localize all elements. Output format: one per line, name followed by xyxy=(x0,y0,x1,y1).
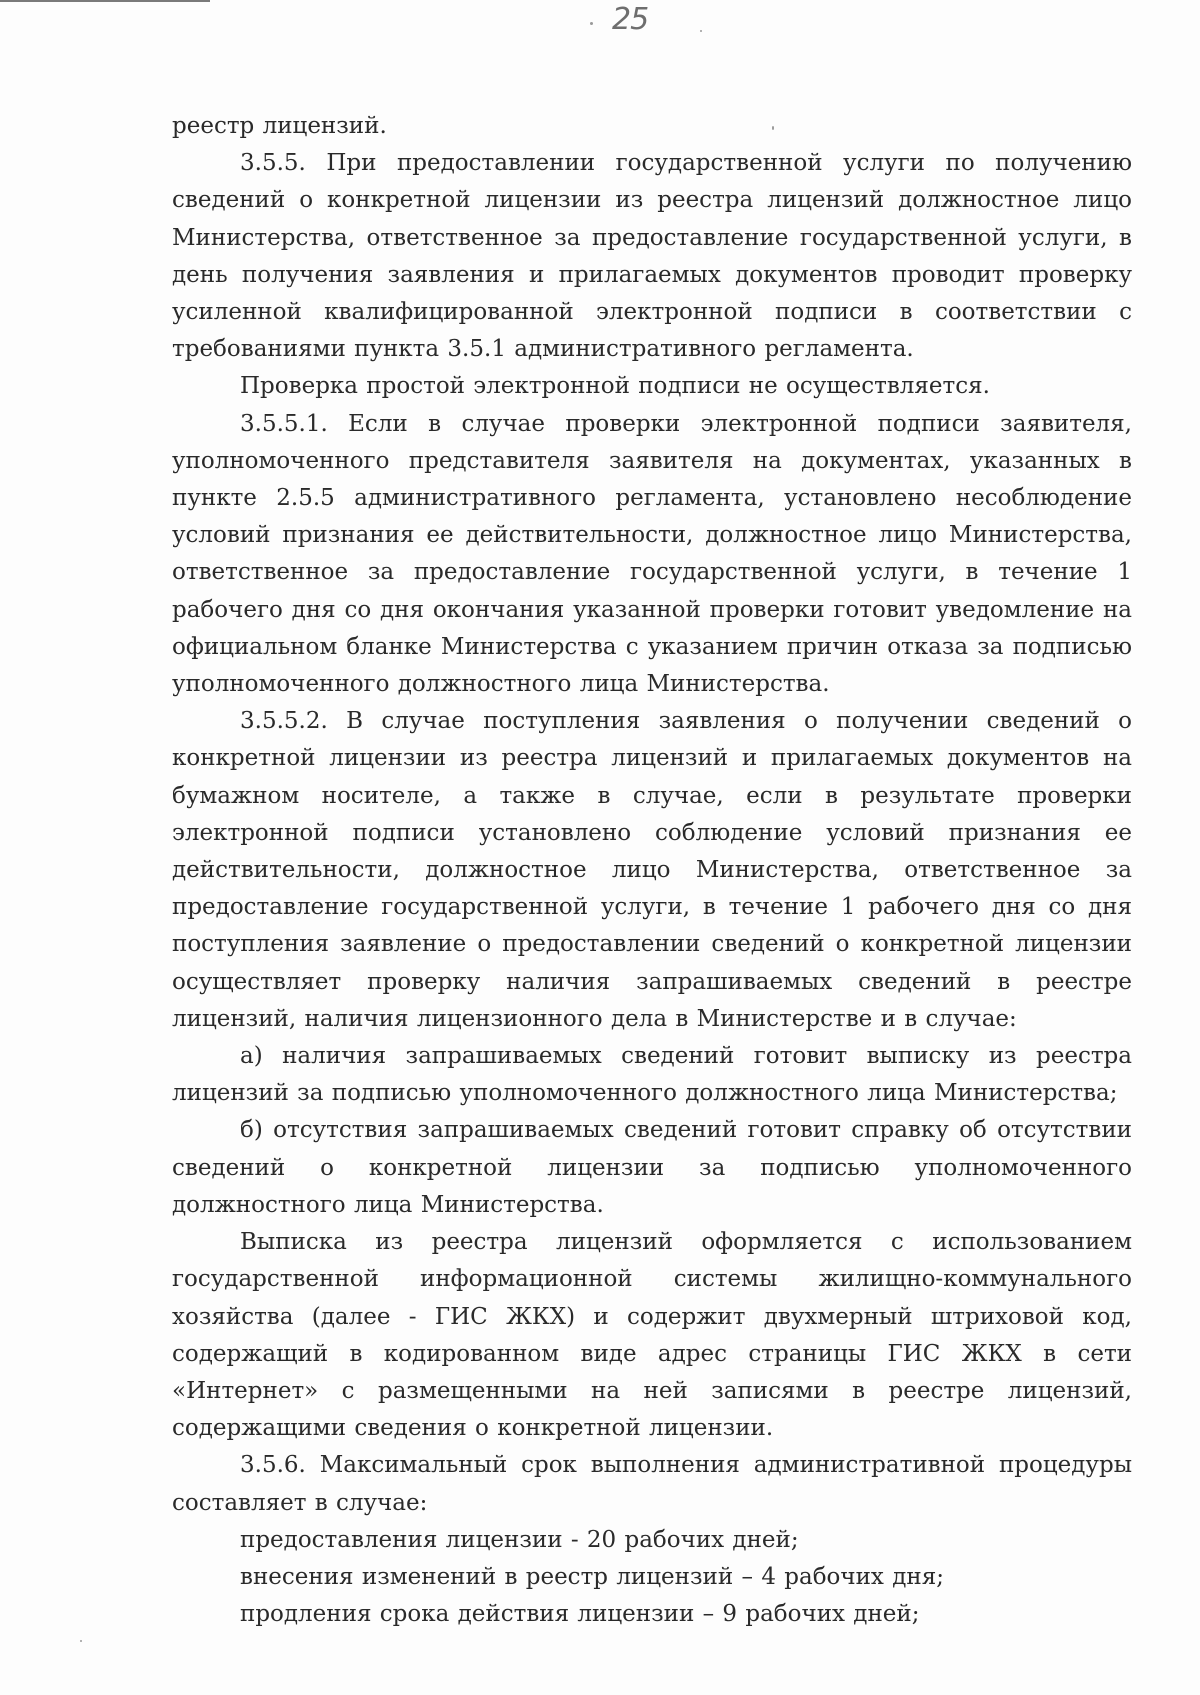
scan-speck xyxy=(590,22,593,25)
paragraph-simple-signature: Проверка простой электронной подписи не осуществляется. xyxy=(240,373,990,400)
scan-speck xyxy=(700,30,702,32)
scan-edge-line xyxy=(0,0,210,2)
paragraph-item-b: б) отсутствия запрашиваемых сведений готовит справку об отсутствии сведений о конкретной лицензии за подписью уполномоченного должностного лица Министерства. xyxy=(172,1117,1132,1218)
paragraph-3-5-5-1: 3.5.5.1. Если в случае проверки электронной подписи заявителя, уполномоченного представителя заявителя на документах, указанных в пункте 2.5.5 административного регламента, установлено несоблюдение условий признания ее действительности, должностное лицо Министерства, ответственное за предоставление государственной услуги, в течение 1 рабочего дня со дня окончания указанной проверки готовит уведомление на официальном бланке Министерства с указанием причин отказа за подписью уполномоченного должностного лица Министерства. xyxy=(172,410,1132,698)
scan-speck xyxy=(80,1640,82,1642)
list-item: внесения изменений в реестр лицензий – 4 рабочих дня; xyxy=(240,1563,944,1590)
document-body xyxy=(172,108,1132,1633)
paragraph-extract: Выписка из реестра лицензий оформляется с использованием государственной информационной системы жилищно-коммунального хозяйства (далее - ГИС ЖКХ) и содержит двухмерный штриховой код, содержащий в кодированном виде адрес страницы ГИС ЖКХ в сети «Интернет» с размещенными на ней записями в реестре лицензий, содержащими сведения о конкретной лицензии. xyxy=(172,1229,1132,1442)
list-item: предоставления лицензии - 20 рабочих дней; xyxy=(240,1526,799,1553)
paragraph-continuation: реестр лицензий. xyxy=(172,113,387,139)
paragraph-3-5-5: 3.5.5. При предоставлении государственной услуги по получению сведений о конкретной лицензии из реестра лицензий должностное лицо Министерства, ответственное за предоставление государственной услуги, в день получения заявления и прилагаемых документов проводит проверку усиленной квалифицированной электронной подписи в соответствии с требованиями пункта 3.5.1 административного регламента. xyxy=(172,150,1132,363)
handwritten-page-number: 25 xyxy=(612,2,649,37)
paragraph-3-5-5-2: 3.5.5.2. В случае поступления заявления о получении сведений о конкретной лицензии из реестра лицензий и прилагаемых документов на бумажном носителе, а также в случае, если в результате проверки электронной подписи установлено соблюдение условий признания ее действительности, должностное лицо Министерства, ответственное за предоставление государственной услуги, в течение 1 рабочего дня со дня поступления заявление о предоставлении сведений о конкретной лицензии осуществляет проверку наличия запрашиваемых сведений в реестре лицензий, наличия лицензионного дела в Министерстве и в случае: xyxy=(172,708,1132,1032)
paragraph-3-5-6: 3.5.6. Максимальный срок выполнения административной процедуры составляет в случае: xyxy=(172,1452,1132,1516)
list-item: продления срока действия лицензии – 9 рабочих дней; xyxy=(240,1601,920,1628)
paragraph-item-a: а) наличия запрашиваемых сведений готовит выписку из реестра лицензий за подписью уполномоченного должностного лица Министерства; xyxy=(172,1043,1132,1107)
